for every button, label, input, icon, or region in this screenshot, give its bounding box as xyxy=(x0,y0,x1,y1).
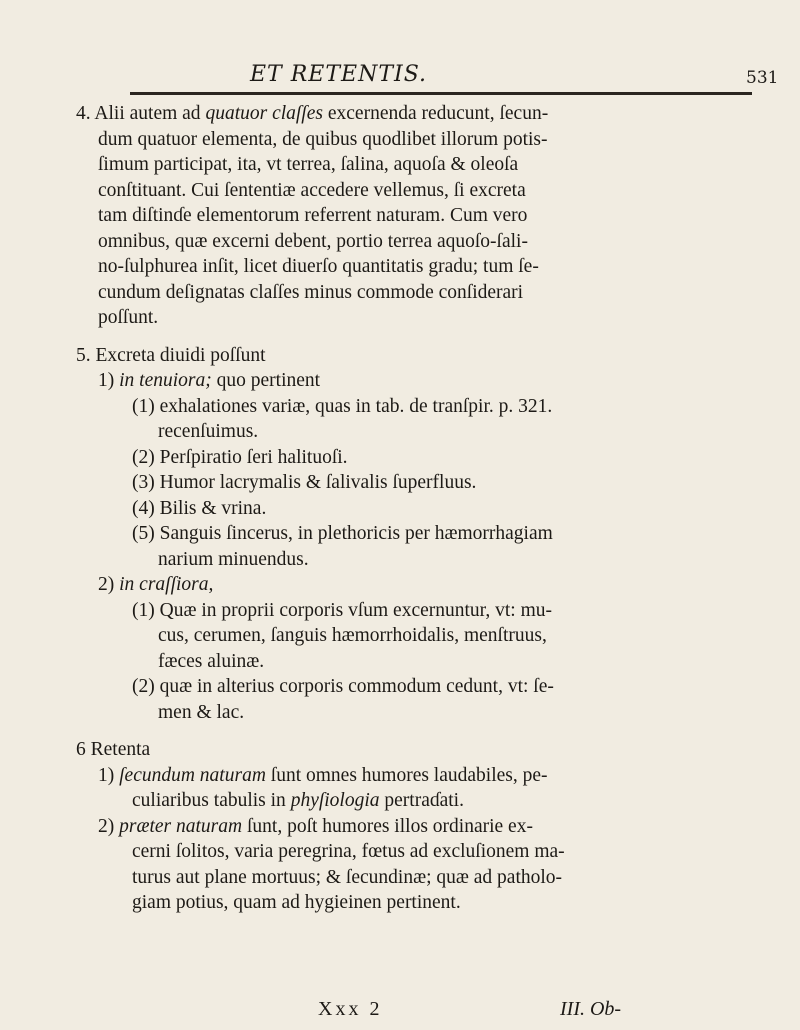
text-line xyxy=(76,178,776,204)
italic-phrase: ſecundum naturam xyxy=(119,764,266,786)
text-line xyxy=(76,865,776,891)
italic-phrase: in tenuiora; xyxy=(119,370,212,391)
text-line xyxy=(76,445,776,471)
text-run: cus, cerumen, ſanguis hæmorrhoidalis, menſtruus, xyxy=(158,625,547,646)
text-line xyxy=(76,394,776,420)
text-run: turus aut plane mortuus; & ſecundinæ; quæ ad patholo- xyxy=(132,866,563,888)
text-line xyxy=(76,598,776,624)
text-run: pertraɗati. xyxy=(379,790,464,811)
text-run: narium minuendus. xyxy=(158,548,309,570)
italic-phrase: phyſiologia xyxy=(290,790,380,811)
text-line xyxy=(76,203,776,229)
text-line xyxy=(76,101,776,127)
text-line xyxy=(76,788,776,814)
text-line xyxy=(76,890,776,916)
text-run: 4. Alii autem ad xyxy=(76,103,206,124)
text-line xyxy=(76,623,776,649)
text-line xyxy=(76,763,776,789)
text-line xyxy=(76,305,776,331)
text-run: (1) Quæ in proprii corporis vſum excernuntur, vt: mu- xyxy=(132,599,553,621)
text-run: recenſuimus. xyxy=(158,421,259,442)
text-line xyxy=(76,254,776,280)
italic-phrase: præter naturam xyxy=(119,815,243,837)
text-run: no-ſulphurea inſit, licet diuerſo quantitatis gradu; tum ſe- xyxy=(98,256,539,277)
catchword: III. Ob- xyxy=(560,998,622,1020)
text-run: 2) xyxy=(98,574,120,595)
text-line xyxy=(76,649,776,675)
text-line xyxy=(76,419,776,445)
text-run: (4) Bilis & vrina. xyxy=(132,497,267,519)
text-run: giam potius, quam ad hygieinen pertinent. xyxy=(132,892,461,913)
text-run: ſimum participat, ita, vt terrea, ſalina, aquoſa & oleoſa xyxy=(98,154,519,175)
page-number: 531 xyxy=(746,68,779,88)
text-line xyxy=(76,496,776,522)
text-run: fæces aluinæ. xyxy=(158,650,265,672)
italic-phrase: in craſſiora, xyxy=(119,574,214,595)
text-run: cundum deſignatas claſſes minus commode conſiderari xyxy=(98,281,524,303)
text-run: (2) quæ in alterius corporis commodum cedunt, vt: ſe- xyxy=(132,676,554,697)
text-run: 5. Excreta diuidi poſſunt xyxy=(76,344,266,366)
text-run: (5) Sanguis ſincerus, in plethoricis per hæmorrhagiam xyxy=(132,523,553,544)
text-run: cerni ſolitos, varia peregrina, fœtus ad excluſionem ma- xyxy=(132,841,565,862)
text-run: ſunt, poſt humores illos ordinarie ex- xyxy=(242,815,533,837)
text-run: (2) Perſpiratio ſeri halituoſi. xyxy=(132,446,348,468)
page-footer xyxy=(0,998,800,1024)
text-run: conſtituant. Cui ſententiæ accedere vellemus, ſi excreta xyxy=(98,179,526,201)
text-run: excernenda reducunt, ſecun- xyxy=(322,103,549,124)
text-run: (1) exhalationes variæ, quas in tab. de tranſpir. p. 321. xyxy=(132,395,553,417)
text-run: 1) xyxy=(98,370,120,391)
text-line xyxy=(76,229,776,255)
body-text xyxy=(76,101,776,916)
text-line xyxy=(76,700,776,726)
text-run: culiaribus tabulis in xyxy=(132,790,291,811)
text-line xyxy=(76,470,776,496)
text-line xyxy=(76,839,776,865)
text-run: 6 Retenta xyxy=(76,739,151,760)
text-run: omnibus, quæ excerni debent, portio terrea aquoſo-ſali- xyxy=(98,230,528,252)
signature-mark: Xxx 2 xyxy=(318,998,383,1020)
text-line xyxy=(76,737,776,763)
text-run: men & lac. xyxy=(158,701,245,723)
header-rule xyxy=(130,92,752,95)
text-line xyxy=(76,343,776,369)
text-line xyxy=(76,127,776,153)
text-run: 1) xyxy=(98,764,120,786)
text-run: poſſunt. xyxy=(98,307,159,328)
paragraph-gap xyxy=(76,331,776,343)
paragraph-gap xyxy=(76,725,776,737)
text-run: (3) Humor lacrymalis & ſalivalis ſuperfluus. xyxy=(132,472,477,493)
text-run: ſunt omnes humores laudabiles, pe- xyxy=(265,764,548,786)
text-line xyxy=(76,814,776,840)
text-line xyxy=(76,547,776,573)
text-line xyxy=(76,368,776,394)
text-line xyxy=(76,674,776,700)
text-line xyxy=(76,152,776,178)
text-run: quo pertinent xyxy=(211,370,321,391)
running-head: ET RETENTIS. xyxy=(250,62,427,87)
page-header xyxy=(0,60,800,96)
text-line xyxy=(76,572,776,598)
text-run: tam diſtinɗe elementorum referrent naturam. Cum vero xyxy=(98,205,528,226)
text-line xyxy=(76,280,776,306)
text-line xyxy=(76,521,776,547)
italic-phrase: quatuor claſſes xyxy=(205,103,323,124)
text-run: 2) xyxy=(98,815,120,837)
text-run: dum quatuor elementa, de quibus quodlibet illorum potis- xyxy=(98,128,548,150)
